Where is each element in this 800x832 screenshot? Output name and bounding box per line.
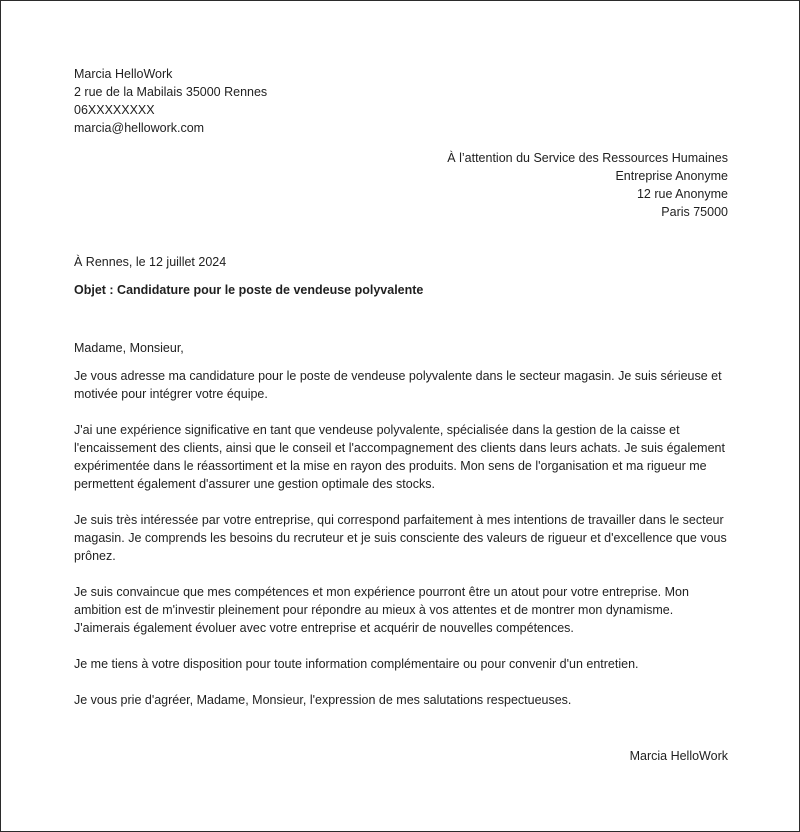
recipient-company: Entreprise Anonyme bbox=[615, 169, 728, 183]
letter-paragraph: Je vous prie d'agréer, Madame, Monsieur, l'expression de mes salutations respectueuses. bbox=[74, 693, 572, 707]
letter-signature: Marcia HelloWork bbox=[629, 749, 728, 763]
sender-email: marcia@hellowork.com bbox=[74, 121, 205, 135]
recipient-street: 12 rue Anonyme bbox=[636, 187, 728, 201]
recipient-city: Paris 75000 bbox=[661, 205, 728, 219]
letter-salutation: Madame, Monsieur, bbox=[74, 341, 184, 355]
letter-paragraph: J'ai une expérience significative en tant que vendeuse polyvalente, spécialisée dans la gestion de la caisse et l'encaissement des clients, ainsi que le conseil et l'accompagnement des clients dans leurs achats. Je suis également expérimentée dans le réassortiment et la mise en rayon des produits. Mon sens de l'organisation et ma rigueur me permettent également d'assurer une gestion optimale des stocks. bbox=[74, 423, 725, 491]
letter-subject: Objet : Candidature pour le poste de vendeuse polyvalente bbox=[74, 283, 424, 297]
letter-content bbox=[74, 65, 728, 765]
sender-name: Marcia HelloWork bbox=[74, 67, 173, 81]
letter-date: À Rennes, le 12 juillet 2024 bbox=[74, 255, 227, 269]
letter-paragraph: Je me tiens à votre disposition pour toute information complémentaire ou pour convenir d'un entretien. bbox=[74, 657, 639, 671]
sender-address: 2 rue de la Mabilais 35000 Rennes bbox=[74, 85, 268, 99]
sender-block bbox=[74, 65, 728, 137]
sender-phone: 06XXXXXXXX bbox=[74, 103, 155, 117]
recipient-block bbox=[74, 149, 728, 221]
letter-paragraph: Je suis convaincue que mes compétences et mon expérience pourront être un atout pour votre entreprise. Mon ambition est de m'investir pleinement pour répondre au mieux à vos attentes et de montrer mon dynamisme. J'aimerais également évoluer avec votre entreprise et acquérir de nouvelles compétences. bbox=[74, 585, 689, 635]
recipient-attention: À l’attention du Service des Ressources Humaines bbox=[447, 151, 728, 165]
letter-paragraph: Je vous adresse ma candidature pour le poste de vendeuse polyvalente dans le secteur magasin. Je suis sérieuse et motivée pour intégrer votre équipe. bbox=[74, 369, 722, 401]
letter-paragraph: Je suis très intéressée par votre entreprise, qui correspond parfaitement à mes intentions de travailler dans le secteur magasin. Je comprends les besoins du recruteur et je suis consciente des valeurs de rigueur et d'excellence que vous prônez. bbox=[74, 513, 727, 563]
